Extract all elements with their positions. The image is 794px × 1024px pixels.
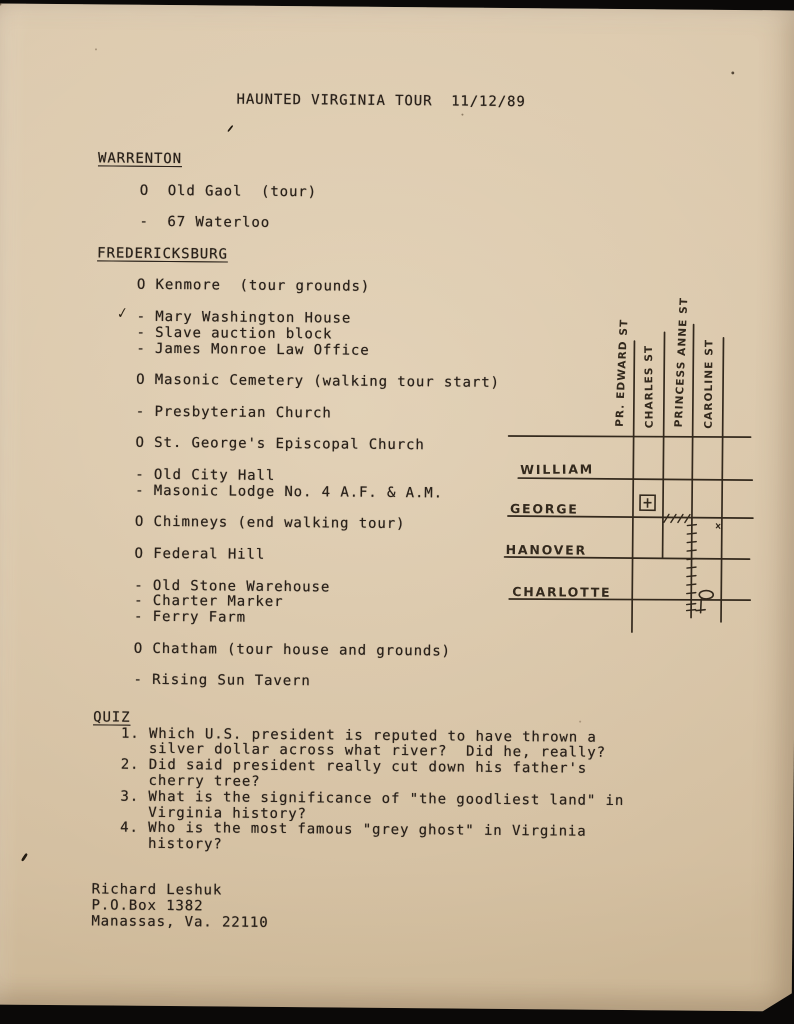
section-heading: WARRENTON bbox=[97, 150, 183, 168]
lodge-marker-icon bbox=[640, 495, 655, 510]
street-label-princess-anne: PRINCESS ANNE ST bbox=[672, 296, 691, 428]
cross-street-label-hanover: HANOVER bbox=[505, 541, 588, 558]
list-item-line: O Kenmore (tour grounds) bbox=[136, 277, 371, 296]
page-title: HAUNTED VIRGINIA TOUR 11/12/89 bbox=[236, 91, 526, 111]
list-item-line: - Rising Sun Tavern bbox=[133, 672, 311, 690]
paper-specks bbox=[0, 4, 1, 6]
quiz-line: 4. Who is the most famous "grey ghost" in Virginia bbox=[120, 820, 587, 841]
street-label-caroline: CAROLINE ST bbox=[702, 338, 716, 429]
list-item-line: - Ferry Farm bbox=[133, 608, 247, 626]
quiz-line: 1. Which U.S. president is reputed to have thrown a bbox=[120, 725, 597, 746]
section-heading: FREDERICKSBURG bbox=[97, 245, 228, 263]
contact-line: P.O.Box 1382 bbox=[91, 897, 204, 915]
list-item-line: O St. George's Episcopal Church bbox=[135, 435, 425, 454]
list-item-line: - Old Stone Warehouse bbox=[134, 577, 331, 595]
paper bbox=[0, 4, 794, 1012]
list-item-line: O Chimneys (end walking tour) bbox=[134, 514, 406, 533]
list-item-line: - 67 Waterloo bbox=[139, 213, 271, 232]
list-item-line: - Mary Washington House ✓ bbox=[116, 304, 352, 327]
cross-street-label-charlotte: CHARLOTTE bbox=[512, 584, 612, 600]
quiz-line: history? bbox=[119, 835, 223, 853]
contact-line: Richard Leshuk bbox=[91, 881, 223, 899]
quiz-line: 2. Did said president really cut down his father's bbox=[120, 756, 588, 777]
cross-street-label-george: GEORGE bbox=[509, 500, 579, 517]
list-item-line: - Presbyterian Church bbox=[135, 403, 332, 422]
end-marker-icon bbox=[696, 590, 713, 612]
list-item-line: - Charter Marker bbox=[134, 593, 284, 611]
x-mark bbox=[716, 524, 720, 529]
list-item-line: - Masonic Lodge No. 4 A.F. & A.M. bbox=[135, 482, 444, 502]
pen-mark bbox=[227, 125, 234, 133]
contact-line: Manassas, Va. 22110 bbox=[91, 913, 269, 931]
quiz-line: Virginia history? bbox=[120, 804, 307, 822]
quiz-line: silver dollar across what river? Did he, really? bbox=[120, 741, 607, 762]
pen-mark bbox=[21, 853, 28, 862]
list-item-line: O Federal Hill bbox=[134, 545, 266, 563]
quiz-heading: QUIZ bbox=[93, 709, 131, 726]
list-item-line: - James Monroe Law Office bbox=[136, 340, 370, 359]
list-item-line: O Old Gaol (tour) bbox=[139, 182, 318, 200]
quiz-line: 3. What is the significance of "the goodliest land" in bbox=[120, 788, 625, 809]
list-item-line: O Chatham (tour house and grounds) bbox=[133, 640, 452, 660]
street-label-pr-edward: PR. EDWARD ST bbox=[613, 318, 631, 428]
list-item-line: - Old City Hall bbox=[135, 466, 276, 484]
list-item-line: - Slave auction block bbox=[136, 324, 333, 343]
street-label-charles: CHARLES ST bbox=[642, 344, 656, 429]
handwritten-checkmark: ✓ bbox=[116, 304, 130, 324]
quiz-line: cherry tree? bbox=[120, 772, 261, 790]
fredericksburg-map bbox=[499, 273, 762, 645]
gap bbox=[92, 851, 562, 885]
list-item-line: O Masonic Cemetery (walking tour start) bbox=[136, 371, 500, 392]
cross-street-label-william: WILLIAM bbox=[520, 461, 595, 478]
